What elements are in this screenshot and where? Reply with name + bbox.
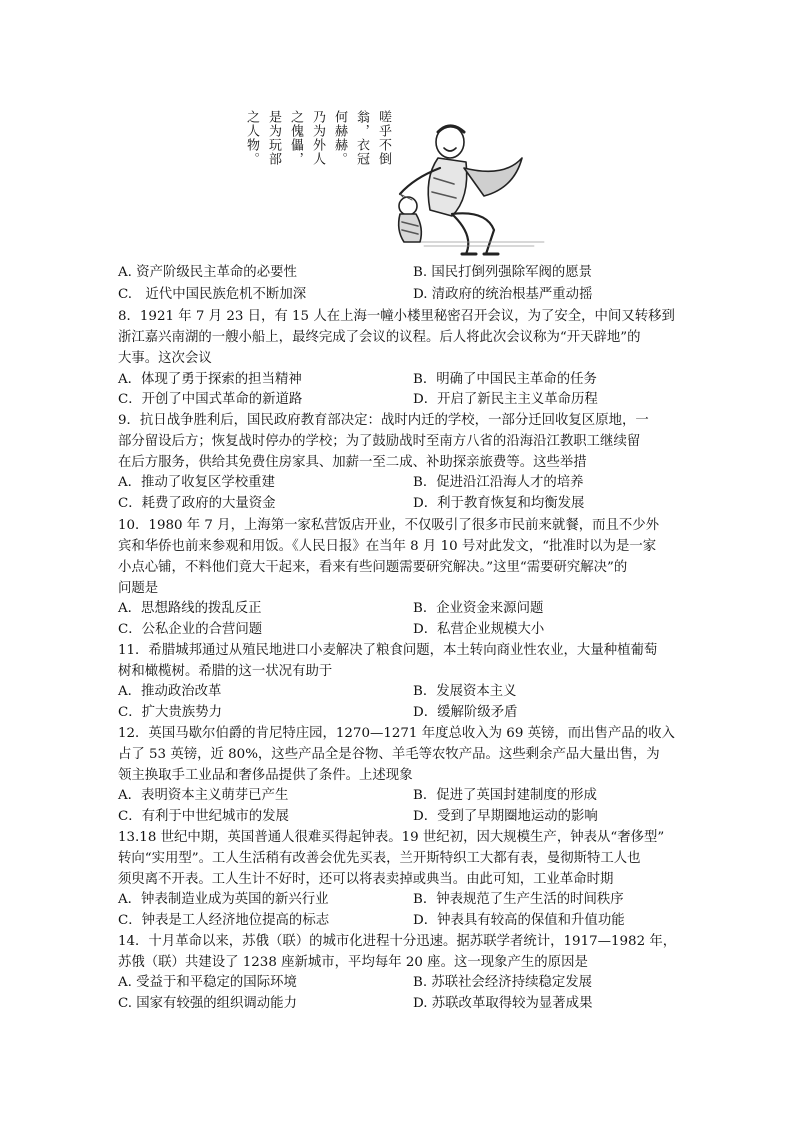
q11-option-d[interactable]: D．缓解阶级矛盾 bbox=[413, 705, 518, 720]
q9-option-a[interactable]: A．推动了收复区学校重建 bbox=[118, 475, 275, 490]
q8-stem: 浙江嘉兴南湖的一艘小船上，最终完成了会议的议程。后人将此次会议称为“开天辟地”的 bbox=[118, 330, 641, 345]
q9-stem: 9．抗日战争胜利后，国民政府教育部决定：战时内迁的学校，一部分迁回收复区原地，一 bbox=[118, 413, 649, 428]
q8-stem: 8．1921 年 7 月 23 日，有 15 人在上海一幢小楼里秘密召开会议，为了安全，中间又转移到 bbox=[118, 309, 675, 324]
q9-stem: 在后方服务，供给其免费住房家具、加薪一至二成、补助探亲旅费等。这些举措 bbox=[118, 455, 587, 470]
q12-stem: 12．英国马歇尔伯爵的肯尼特庄园，1270—1271 年度总收入为 69 英镑，而出售产品的收入 bbox=[118, 726, 675, 741]
q12-option-a[interactable]: A．表明资本主义萌芽已产生 bbox=[118, 788, 289, 803]
q11-stem: 树和橄榄树。希腊的这一状况有助于 bbox=[118, 664, 333, 679]
caption-column: 何赫赫。 bbox=[332, 110, 347, 166]
q13-option-b[interactable]: B．钟表规范了生产生活的时间秩序 bbox=[413, 892, 624, 907]
q11-stem: 11．希腊城邦通过从殖民地进口小麦解决了粮食问题，本土转向商业性农业，大量种植葡萄 bbox=[118, 643, 658, 658]
q10-option-c[interactable]: C．公私企业的合营问题 bbox=[118, 622, 263, 637]
q10-stem: 10．1980 年 7 月，上海第一家私营饭店开业，不仅吸引了很多市民前来就餐，而且不少外 bbox=[118, 518, 660, 533]
q13-option-d[interactable]: D．钟表具有较高的保值和升值功能 bbox=[413, 913, 625, 928]
q13-option-c[interactable]: C．钟表是工人经济地位提高的标志 bbox=[118, 913, 330, 928]
q7-option-c[interactable]: C. 近代中国民族危机不断加深 bbox=[118, 287, 307, 302]
puppeteer-drawing bbox=[394, 118, 556, 258]
q8-stem: 大事。这次会议 bbox=[118, 351, 212, 366]
q10-stem: 问题是 bbox=[118, 581, 159, 596]
q10-option-a[interactable]: A．思想路线的拨乱反正 bbox=[118, 601, 262, 616]
q7-option-d[interactable]: D. 清政府的统治根基严重动摇 bbox=[413, 287, 593, 302]
q9-option-c[interactable]: C．耗费了政府的大量资金 bbox=[118, 496, 276, 511]
q11-option-b[interactable]: B．发展资本主义 bbox=[413, 684, 517, 699]
q13-option-a[interactable]: A．钟表制造业成为英国的新兴行业 bbox=[118, 892, 329, 907]
q14-option-c[interactable]: C. 国家有较强的组织调动能力 bbox=[118, 996, 297, 1011]
caption-column: 翁，衣冠 bbox=[354, 110, 369, 166]
q7-option-a[interactable]: A. 资产阶级民主革命的必要性 bbox=[118, 265, 297, 280]
q9-option-d[interactable]: D．利于教育恢复和均衡发展 bbox=[413, 496, 585, 511]
caption-column: 之人物。 bbox=[244, 110, 259, 166]
q11-option-a[interactable]: A．推动政治改革 bbox=[118, 684, 222, 699]
q13-stem: 须臾离不开表。工人生计不好时，还可以将表卖掉或典当。由此可知，工业革命时期 bbox=[118, 872, 614, 887]
q8-option-d[interactable]: D．开启了新民主主义革命历程 bbox=[413, 392, 598, 407]
q14-stem: 14．十月革命以来，苏俄（联）的城市化进程十分迅速。据苏联学者统计，1917—1982 年， bbox=[118, 934, 677, 949]
q14-stem: 苏俄（联）共建设了 1238 座新城市，平均每年 20 座。这一现象产生的原因是 bbox=[118, 955, 588, 970]
q12-option-b[interactable]: B．促进了英国封建制度的形成 bbox=[413, 788, 597, 803]
q13-stem: 13.18 世纪中期，英国普通人很难买得起钟表。19 世纪初，因大规模生产，钟表从“奢侈型” bbox=[118, 830, 665, 845]
q14-option-a[interactable]: A. 受益于和平稳定的国际环境 bbox=[118, 975, 297, 990]
caption-column: 乃为外人 bbox=[310, 110, 325, 166]
q9-option-b[interactable]: B．促进沿江沿海人才的培养 bbox=[413, 475, 584, 490]
q10-option-d[interactable]: D．私营企业规模大小 bbox=[413, 622, 545, 637]
caption-column: 之傀儡， bbox=[288, 110, 303, 166]
q8-option-b[interactable]: B．明确了中国民主革命的任务 bbox=[413, 372, 597, 387]
q14-option-b[interactable]: B. 苏联社会经济持续稳定发展 bbox=[413, 975, 593, 990]
q10-stem: 宾和华侨也前来参观和用饭。《人民日报》在当年 8 月 10 号对此发文，“批准时以为是一家 bbox=[118, 539, 657, 554]
caption-column: 是为玩部 bbox=[266, 110, 281, 166]
q8-option-c[interactable]: C．开创了中国式革命的新道路 bbox=[118, 392, 303, 407]
q12-stem: 占了 53 英镑，近 80%，这些产品全是谷物、羊毛等农牧产品。这些剩余产品大量出售，为 bbox=[118, 747, 660, 762]
cartoon-illustration bbox=[226, 108, 556, 258]
q9-stem: 部分留设后方；恢复战时停办的学校；为了鼓励战时至南方八省的沿海沿江教职工继续留 bbox=[118, 434, 641, 449]
q14-option-d[interactable]: D. 苏联改革取得较为显著成果 bbox=[413, 996, 593, 1011]
q10-stem: 小点心铺，不料他们竟大干起来，看来有些问题需要研究解决。”这里“需要研究解决”的 bbox=[118, 560, 628, 575]
caption-column: 嗟乎不倒 bbox=[376, 110, 391, 166]
q11-option-c[interactable]: C．扩大贵族势力 bbox=[118, 705, 222, 720]
q7-option-b[interactable]: B. 国民打倒列强除军阀的愿景 bbox=[413, 265, 593, 280]
q13-stem: 转向“实用型”。工人生活稍有改善会优先买表，兰开斯特织工大都有表，曼彻斯特工人也 bbox=[118, 851, 641, 866]
q12-stem: 领主换取手工业品和奢侈品提供了条件。上述现象 bbox=[118, 768, 413, 783]
q12-option-d[interactable]: D．受到了早期圈地运动的影响 bbox=[413, 809, 598, 824]
q12-option-c[interactable]: C．有利于中世纪城市的发展 bbox=[118, 809, 289, 824]
q10-option-b[interactable]: B．企业资金来源问题 bbox=[413, 601, 544, 616]
q8-option-a[interactable]: A．体现了勇于探索的担当精神 bbox=[118, 372, 302, 387]
